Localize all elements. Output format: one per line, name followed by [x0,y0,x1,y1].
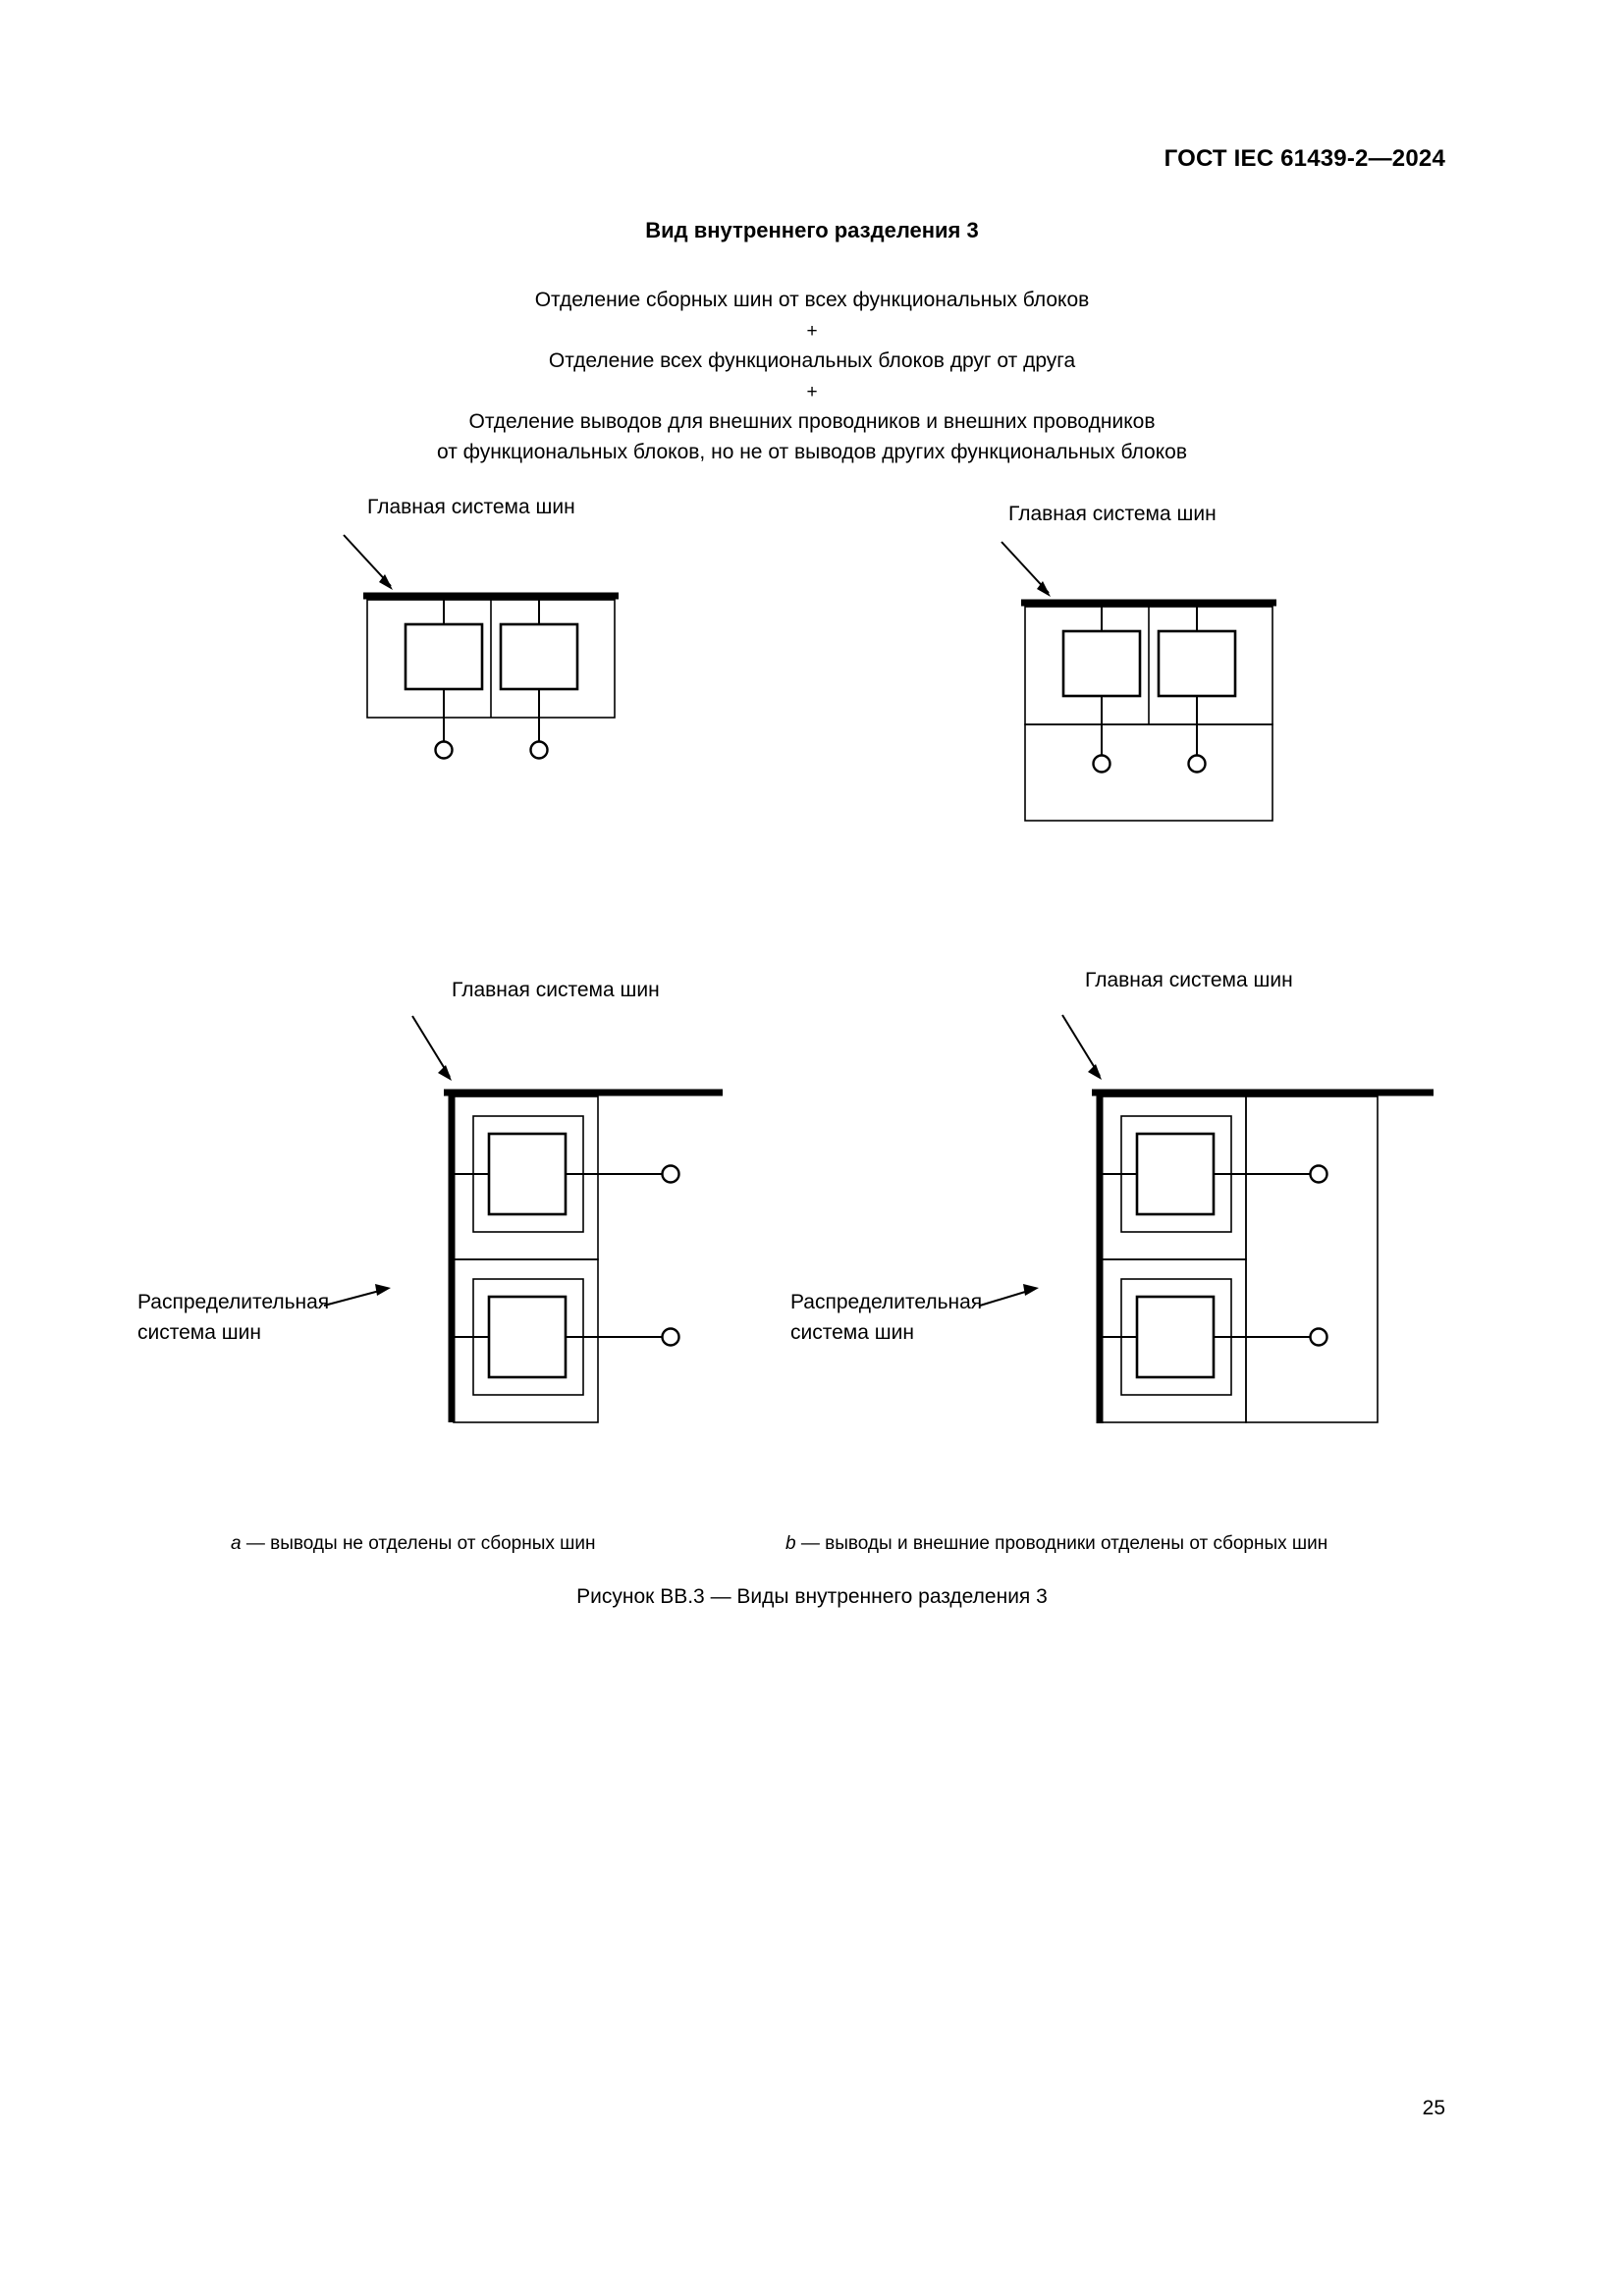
description-line-3: Отделение выводов для внешних проводников и внешних проводников [468,410,1156,433]
functional-unit-1 [489,1134,566,1214]
functional-unit-2 [1159,631,1235,696]
terminal-1 [436,742,453,759]
terminal-compartment [1246,1096,1378,1422]
terminal-2 [531,742,548,759]
terminal-2 [1189,756,1206,773]
figure-caption: Рисунок BB.3 — Виды внутреннего разделения 3 [576,1585,1048,1608]
top-left-diagram [324,525,766,849]
functional-unit-1 [1063,631,1140,696]
terminal-1 [1311,1166,1327,1183]
description-plus-2: + [806,382,818,402]
bottom-right-distribution-label-2: система шин [790,1321,914,1344]
description-line-4: от функциональных блоков, но не от выводов других функциональных блоков [436,441,1187,463]
bottom-left-distribution-label-1: Распределительная [137,1291,330,1313]
top-right-busbar-label: Главная система шин [1008,503,1217,525]
description-plus-1: + [806,321,818,342]
distribution-pointer-arrowhead [1023,1284,1039,1296]
bottom-left-caption-text: — выводы не отделены от сборных шин [245,1533,596,1554]
terminal-2 [1311,1329,1327,1346]
functional-unit-2 [489,1297,566,1377]
pointer-arrowhead [1088,1064,1102,1080]
description-line-1: Отделение сборных шин от всех функциональных блоков [534,289,1090,311]
terminal-1 [1094,756,1110,773]
page-number: 25 [1422,2097,1445,2119]
bottom-left-busbar-label: Главная система шин [452,979,660,1001]
bottom-right-caption-letter: b [785,1533,796,1554]
bottom-right-caption-text: — выводы и внешние проводники отделены от сборных шин [800,1533,1328,1554]
pointer-arrowhead [438,1065,452,1081]
bottom-right-distribution-label-1: Распределительная [790,1291,983,1313]
top-right-diagram [982,532,1424,866]
functional-unit-2 [501,624,577,689]
functional-unit-1 [1137,1134,1214,1214]
description-line-2: Отделение всех функциональных блоков друг от друга [548,349,1076,372]
terminal-1 [663,1166,679,1183]
distribution-pointer-arrowhead [375,1284,391,1296]
bottom-left-caption [231,1533,596,1555]
terminal-compartment [1025,724,1272,821]
bottom-right-busbar-label: Главная система шин [1085,969,1293,991]
standard-header: ГОСТ IEC 61439-2—2024 [1164,145,1445,172]
bottom-right-diagram [1041,1001,1453,1512]
functional-unit-1 [406,624,482,689]
bottom-left-caption-letter: a [231,1533,242,1554]
bottom-left-distribution-label-2: система шин [137,1321,261,1344]
bottom-right-caption [785,1533,1327,1555]
functional-unit-2 [1137,1297,1214,1377]
terminal-2 [663,1329,679,1346]
top-left-busbar-label: Главная система шин [367,496,575,518]
section-title: Вид внутреннего разделения 3 [645,218,979,242]
bottom-left-diagram [393,1006,805,1517]
